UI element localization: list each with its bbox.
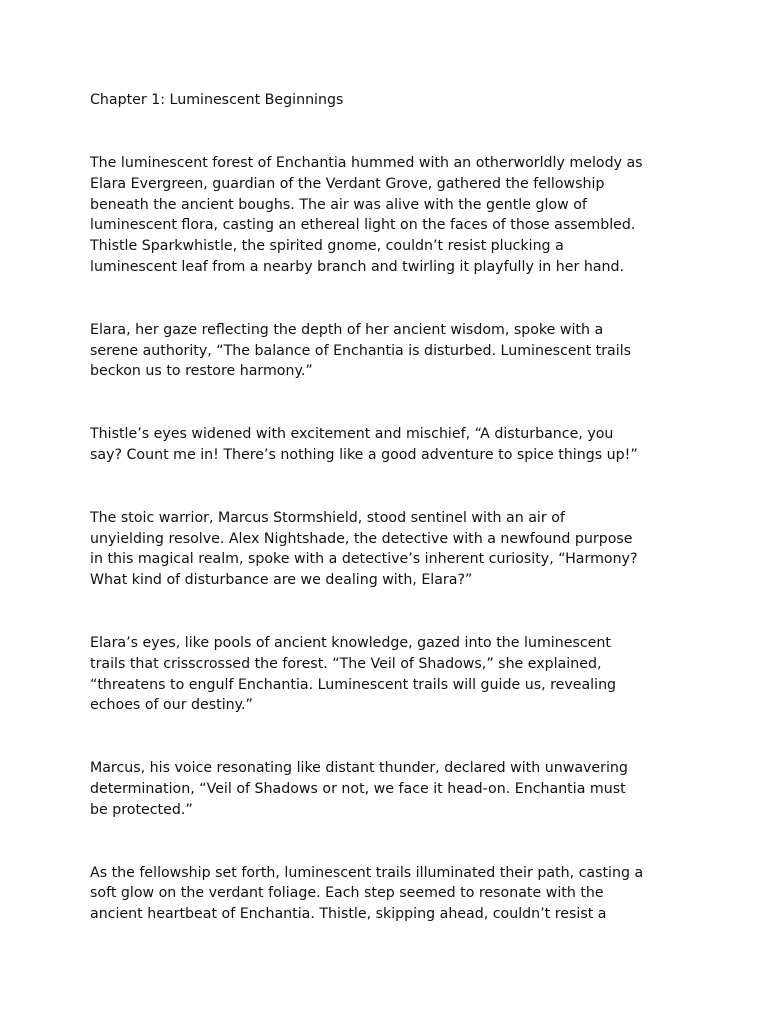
- paragraph: Marcus, his voice resonating like distant thunder, declared with unwavering determination, “Veil of Shadows or not, we face it head-on. Enchantia must be protected.”: [90, 760, 628, 818]
- paragraph: Elara, her gaze reflecting the depth of her ancient wisdom, spoke with a serene authority, “The balance of Enchantia is disturbed. Luminescent trails beckon us to restore harmony.”: [90, 321, 632, 380]
- chapter-title: Chapter 1: Luminescent Beginnings: [90, 92, 344, 108]
- paragraph: The stoic warrior, Marcus Stormshield, stood sentinel with an air of unyielding resolve. Alex Nightshade, the detective with a newfound purpose in this magical realm, spoke with a detective’s inherent curiosity, “Harmony? What kind of disturbance are we dealing with, Elara?”: [90, 509, 638, 589]
- paragraph: Thistle’s eyes widened with excitement and mischief, “A disturbance, you say? Count me in! There’s nothing like a good adventure to spice things up!”: [90, 426, 638, 463]
- paragraph: Elara’s eyes, like pools of ancient knowledge, gazed into the luminescent trails that crisscrossed the forest. “The Veil of Shadows,” she explained, “threatens to engulf Enchantia. Luminescent trails will guide us, revealing echoes of our destiny.”: [90, 634, 617, 714]
- paragraph: The luminescent forest of Enchantia hummed with an otherworldly melody as Elara Evergreen, guardian of the Verdant Grove, gathered the fellowship beneath the ancient boughs. The air was alive with the gentle glow of luminescent flora, casting an ethereal light on the faces of those assembled. Thistle Sparkwhistle, the spirited gnome, couldn’t resist plucking a luminescent leaf from a nearby branch and twirling it playfully in her hand.: [90, 155, 643, 275]
- document-page: [90, 90, 690, 967]
- paragraph: As the fellowship set forth, luminescent trails illuminated their path, casting a soft glow on the verdant foliage. Each step seemed to resonate with the ancient heartbeat of Enchantia. Thistle, skipping ahead, couldn’t resist a: [90, 864, 644, 923]
